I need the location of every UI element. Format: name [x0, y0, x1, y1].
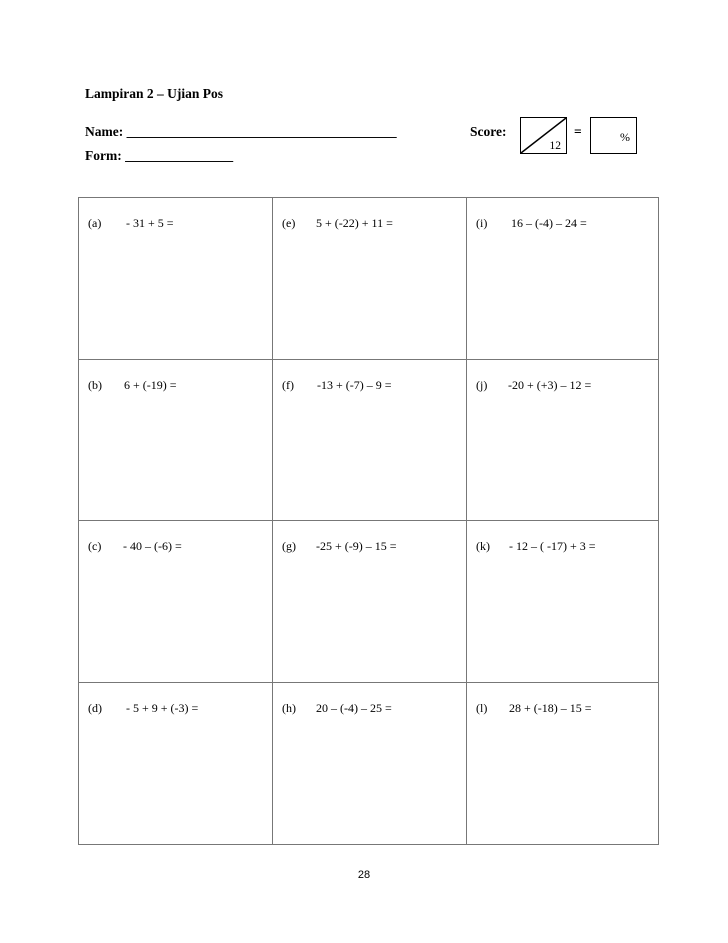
- problem-expression: 20 – (-4) – 25 =: [316, 700, 392, 715]
- page-number: 28: [357, 869, 371, 881]
- problem-cell: [273, 683, 467, 845]
- problem-cell: [79, 683, 273, 845]
- problem-expression: - 31 + 5 =: [126, 216, 174, 230]
- problem-cell: [79, 198, 273, 360]
- problem-grid: [78, 197, 659, 845]
- problem-expression: -20 + (+3) – 12 =: [508, 377, 592, 392]
- problem-label: (d): [88, 700, 102, 715]
- problem-label: (c): [88, 539, 102, 553]
- problem-expression: 28 + (-18) – 15 =: [509, 700, 592, 715]
- score-total: 12: [549, 140, 561, 152]
- problem-label: (j): [476, 377, 488, 392]
- problem-cell: [79, 360, 273, 522]
- problem-expression: 6 + (-19) =: [124, 377, 177, 392]
- name-line: Name: ________________________________________: [85, 124, 397, 139]
- score-label: Score:: [470, 124, 507, 139]
- problem-cell: [273, 521, 467, 683]
- problem-cell: [467, 360, 658, 522]
- problem-label: (k): [476, 539, 490, 553]
- problem-expression: - 12 – ( -17) + 3 =: [509, 539, 596, 553]
- problem-label: (l): [476, 700, 488, 715]
- problem-label: (a): [88, 216, 102, 230]
- problem-cell: [467, 521, 658, 683]
- problem-expression: 5 + (-22) + 11 =: [316, 216, 393, 230]
- problem-cell: [273, 198, 467, 360]
- problem-cell: [273, 360, 467, 522]
- page-title: Lampiran 2 – Ujian Pos: [85, 86, 224, 101]
- score-box: [520, 117, 567, 154]
- percent-sign: %: [620, 130, 630, 144]
- problem-label: (f): [282, 377, 294, 392]
- problem-cell: [467, 198, 658, 360]
- problem-cell: [467, 683, 658, 845]
- problem-expression: 16 – (-4) – 24 =: [511, 216, 587, 230]
- percent-box: [590, 117, 637, 154]
- problem-expression: -25 + (-9) – 15 =: [316, 539, 397, 553]
- problem-label: (b): [88, 377, 102, 392]
- form-line: Form: ________________: [85, 148, 234, 163]
- equals-sign: =: [574, 124, 582, 139]
- problem-expression: -13 + (-7) – 9 =: [317, 377, 392, 392]
- problem-label: (h): [282, 700, 296, 715]
- problem-expression: - 40 – (-6) =: [123, 539, 182, 553]
- problem-label: (e): [282, 216, 296, 230]
- problem-label: (g): [282, 539, 296, 553]
- problem-label: (i): [476, 216, 488, 230]
- problem-expression: - 5 + 9 + (-3) =: [126, 700, 199, 715]
- problem-cell: [79, 521, 273, 683]
